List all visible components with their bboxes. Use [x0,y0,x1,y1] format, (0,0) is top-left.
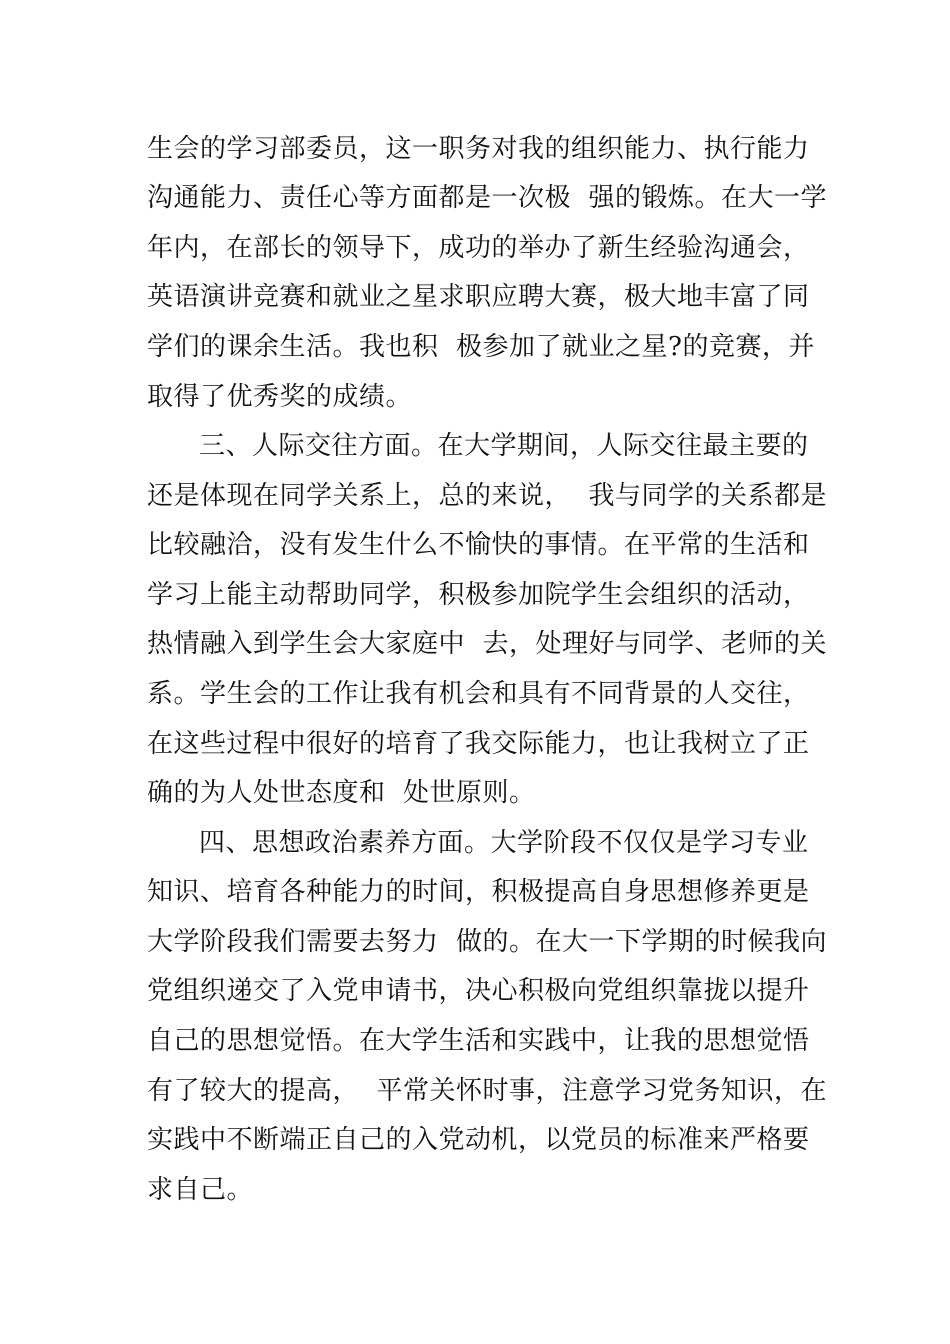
text-line: 党组织递交了入党申请书，决心积极向党组织靠拢以提升 [147,976,810,1006]
text-line: 在这些过程中很好的培育了我交际能力，也让我树立了正 [147,729,810,759]
text-line: 有了较大的提高， 平常关怀时事，注意学习党务知识，在 [147,1076,828,1106]
text-line: 知识、培育各种能力的时间，积极提高自身思想修养更是 [147,877,810,907]
text-line: 求自己。 [147,1175,254,1205]
text-line: 取得了优秀奖的成绩。 [147,382,413,412]
text-line: 比较融洽，没有发生什么不愉快的事情。在平常的生活和 [147,530,810,560]
text-line: 学习上能主动帮助同学，积极参加院学生会组织的活动， [147,580,810,610]
text-line: 大学阶段我们需要去努力 做的。在大一下学期的时候我向 [147,927,828,957]
text-line: 还是体现在同学关系上，总的来说， 我与同学的关系都是 [147,481,828,511]
paragraph-first-line: 四、思想政治素养方面。大学阶段不仅仅是学习专业 [199,828,809,858]
text-line: 生会的学习部委员，这一职务对我的组织能力、执行能力 [147,134,810,164]
text-line: 系。学生会的工作让我有机会和具有不同背景的人交往， [147,679,810,709]
text-line: 自己的思想觉悟。在大学生活和实践中，让我的思想觉悟 [147,1026,810,1056]
text-line: 沟通能力、责任心等方面都是一次极 强的锻炼。在大一学 [147,183,828,213]
text-line: 确的为人处世态度和 处世原则。 [147,778,536,808]
text-line: 英语演讲竞赛和就业之星求职应聘大赛，极大地丰富了同 [147,282,810,312]
paragraph-first-line: 三、人际交往方面。在大学期间，人际交往最主要的 [199,431,809,461]
text-line: 实践中不断端正自己的入党动机，以党员的标准来严格要 [147,1125,810,1155]
text-line: 学们的课余生活。我也积 极参加了就业之星?的竞赛，并 [147,332,815,362]
text-line: 热情融入到学生会大家庭中 去，处理好与同学、老师的关 [147,629,828,659]
text-line: 年内，在部长的领导下，成功的举办了新生经验沟通会， [147,233,810,263]
